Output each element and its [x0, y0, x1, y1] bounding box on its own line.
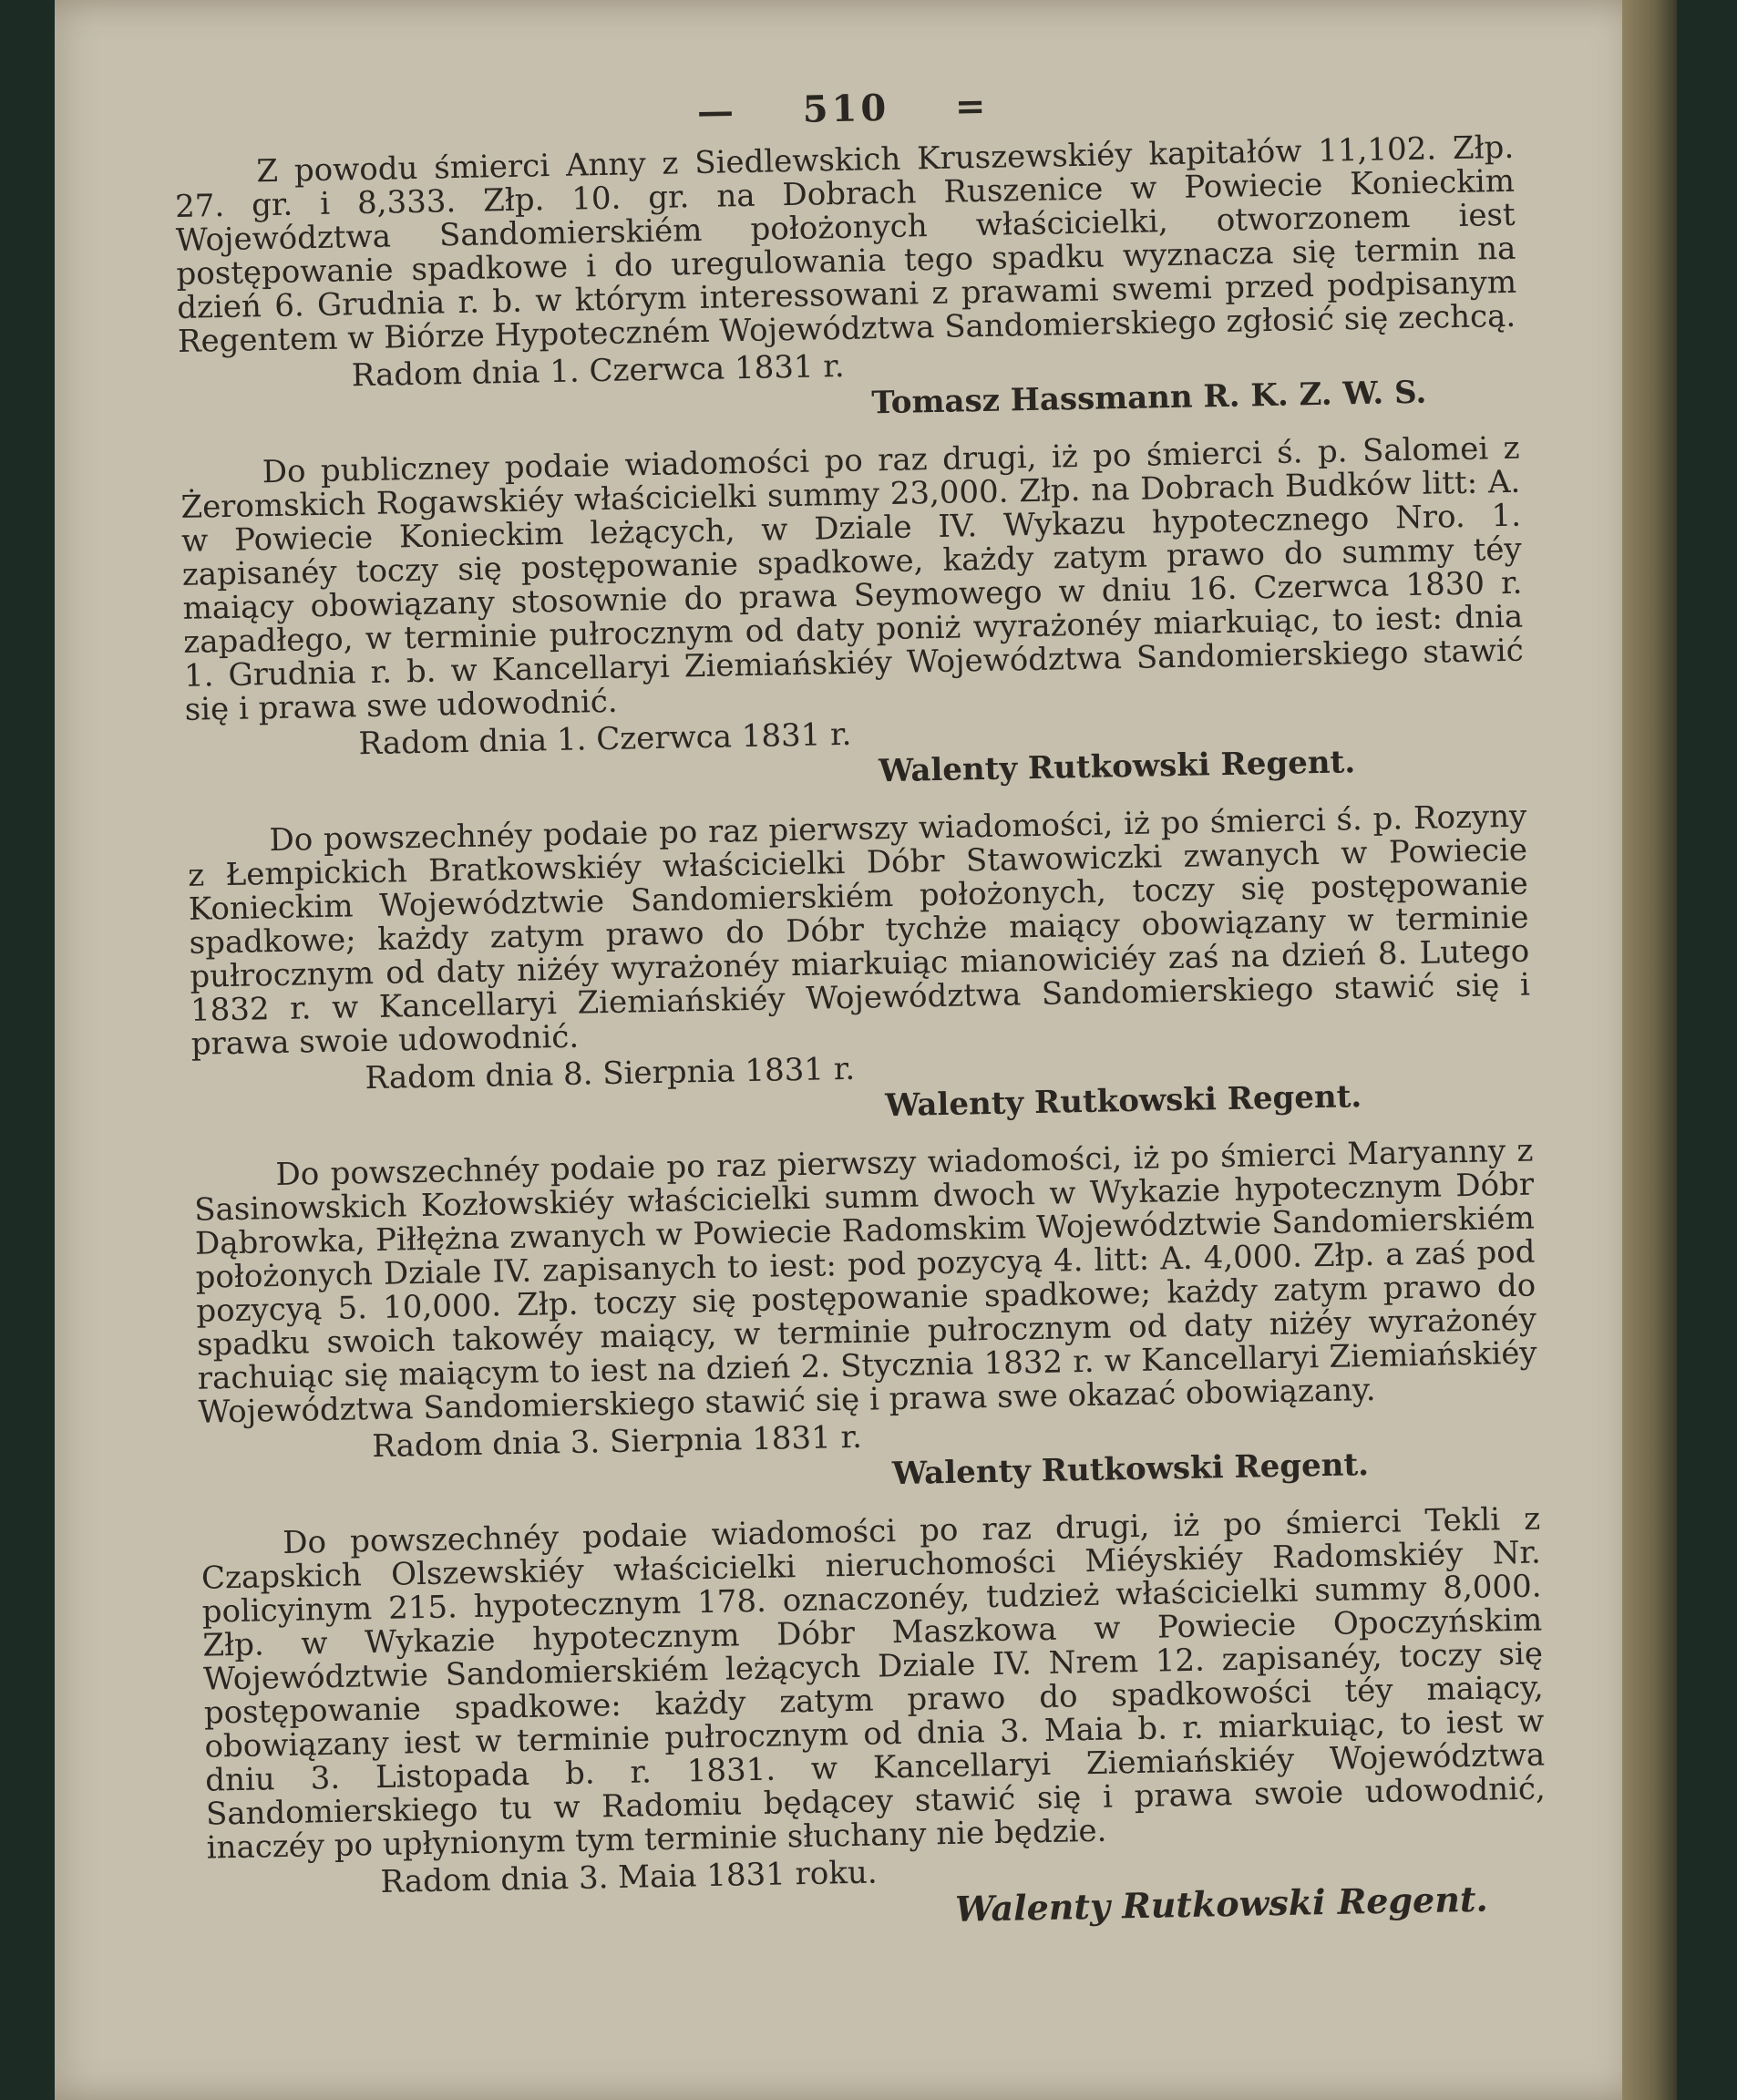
notice-place-date: Radom dnia 8. Sierpnia 1831 r. — [365, 1050, 856, 1097]
notice-signature: Walenty Rutkowski Regent. — [954, 1878, 1489, 1930]
notice-2 — [180, 429, 1526, 802]
page-content — [173, 79, 1548, 1964]
notice-place-date: Radom dnia 1. Czerwca 1831 r. — [351, 347, 846, 395]
page-number: 510 — [802, 86, 890, 131]
notice-5 — [200, 1502, 1547, 1940]
notice-signature: Walenty Rutkowski Regent. — [878, 744, 1356, 790]
notice-signature: Walenty Rutkowski Regent. — [891, 1446, 1370, 1493]
notice-place-date: Radom dnia 3. Sierpnia 1831 r. — [371, 1418, 863, 1466]
notice-place-date: Radom dnia 1. Czerwca 1831 r. — [358, 715, 852, 763]
notice-body: Do powszechnéy podaie po raz pierwszy wiadomości, iż po śmierci ś. p. Rozyny z Łempickich Bratkowskiéy właścicielki Dóbr Stawowiczki zwanych w Powiecie Konieckim Województwie Sandomierskiém położonych, toczy się postępowanie spadkowe; każdy zatym prawo do Dóbr tychże maiący obowiązany w terminie pułrocznym od daty niżéy wyrażonéy miarkuiąc mianowiciéy zaś na dzień 8. Lutego 1832 r. w Kancellaryi Ziemiańskiéy Województwa Sandomierskiego stawić się i prawa swoie udowodnić. — [187, 798, 1531, 1063]
notice-signature: Tomasz Hassmann R. K. Z. W. S. — [871, 374, 1427, 422]
page-edge — [1622, 0, 1677, 2100]
notice-3 — [187, 800, 1532, 1137]
header-left-mark: — — [696, 89, 738, 133]
notice-place-date: Radom dnia 3. Maia 1831 roku. — [380, 1854, 878, 1900]
notice-body: Z powodu śmierci Anny z Siedlewskich Kruszewskiéy kapitałów 11,102. Złp. 27. gr. i 8,333. Złp. 10. gr. na Dobrach Ruszenice w Powiecie Konieckim Województwa Sandomierskiém położonych właścicielki, otworzonem iest postępowanie spadkowe i do uregulowania tego spadku wyznacza się termin na dzień 6. Grudnia r. b. w którym interessowani z prawami swemi przed podpisanym Regentem w Biórze Hypoteczném Województwa Sandomierskiego zgłosić się zechcą. — [174, 129, 1517, 360]
notice-4 — [193, 1132, 1539, 1505]
notice-body: Do publiczney podaie wiadomości po raz drugi, iż po śmierci ś. p. Salomei z Żeromskich Rogawskiéy właścicielki summy 23,000. Złp. na Dobrach Budków litt: A. w Powiecie Konieckim leżących, w Dziale IV. Wykazu hypotecznego Nro. 1. zapisanéy toczy się postępowanie spadkowe, każdy zatym prawo do summy téy maiący obowiązany stosownie do prawa Seymowego w dniu 16. Czerwca 1830 r. zapadłego, w terminie pułrocznym od daty poniż wyrażonéy miarkuiąc, to iest: dnia 1. Grudnia r. b. w Kancellaryi Ziemiańskiéy Województwa Sandomierskiego stawić się i prawa swe udowodnić. — [180, 429, 1525, 728]
notice-body: Do powszechnéy podaie po raz pierwszy wiadomości, iż po śmierci Maryanny z Sasinowskich Kozłowskiéy właścicielki summ dwoch w Wykazie hypotecznym Dóbr Dąbrowka, Piłłężna zwanych w Powiecie Radomskim Województwie Sandomierskiém położonych Dziale IV. zapisanych to iest: pod pozycyą 4. litt: A. 4,000. Złp. a zaś pod pozycyą 5. 10,000. Złp. toczy się postępowanie spadkowe; każdy zatym prawo do spadku swoich takowéy maiący, w terminie pułrocznym od daty niżéy wyrażonéy rachuiąc się maiącym to iest na dzień 2. Stycznia 1832 r. w Kancellaryi Ziemiańskiéy Województwa Sandomierskiego stawić się i prawa swe okazać obowiązany. — [193, 1132, 1537, 1431]
notice-1 — [174, 131, 1519, 434]
notice-signature: Walenty Rutkowski Regent. — [884, 1078, 1362, 1125]
notice-body: Do powszechnéy podaie wiadomości po raz drugi, iż po śmierci Tekli z Czapskich Olszewskiéy właścicielki nieruchomości Miéyskiéy Radomskiéy Nr. policyinym 215. hypotecznym 178. oznaczonéy, tudzież właścicielki summy 8,000. Złp. w Wykazie hypotecznym Dóbr Maszkowa w Powiecie Opoczyńskim Województwie Sandomierskiém leżących Dziale IV. Nrem 12. zapisanéy, toczy się postępowanie spadkowe: każdy zatym prawo do spadkowości téy maiący, obowiązany iest w terminie pułrocznym od dnia 3. Maia b. r. miarkuiąc, to iest w dniu 3. Listopada b. r. 1831. w Kancellaryi Ziemiańskiéy Województwa Sandomierskiego tu w Radomiu będącey stawić się i prawa swoie udowodnić, inaczéy po upłynionym tym terminie słuchany nie będzie. — [200, 1500, 1547, 1867]
header-right-mark: = — [954, 84, 990, 129]
